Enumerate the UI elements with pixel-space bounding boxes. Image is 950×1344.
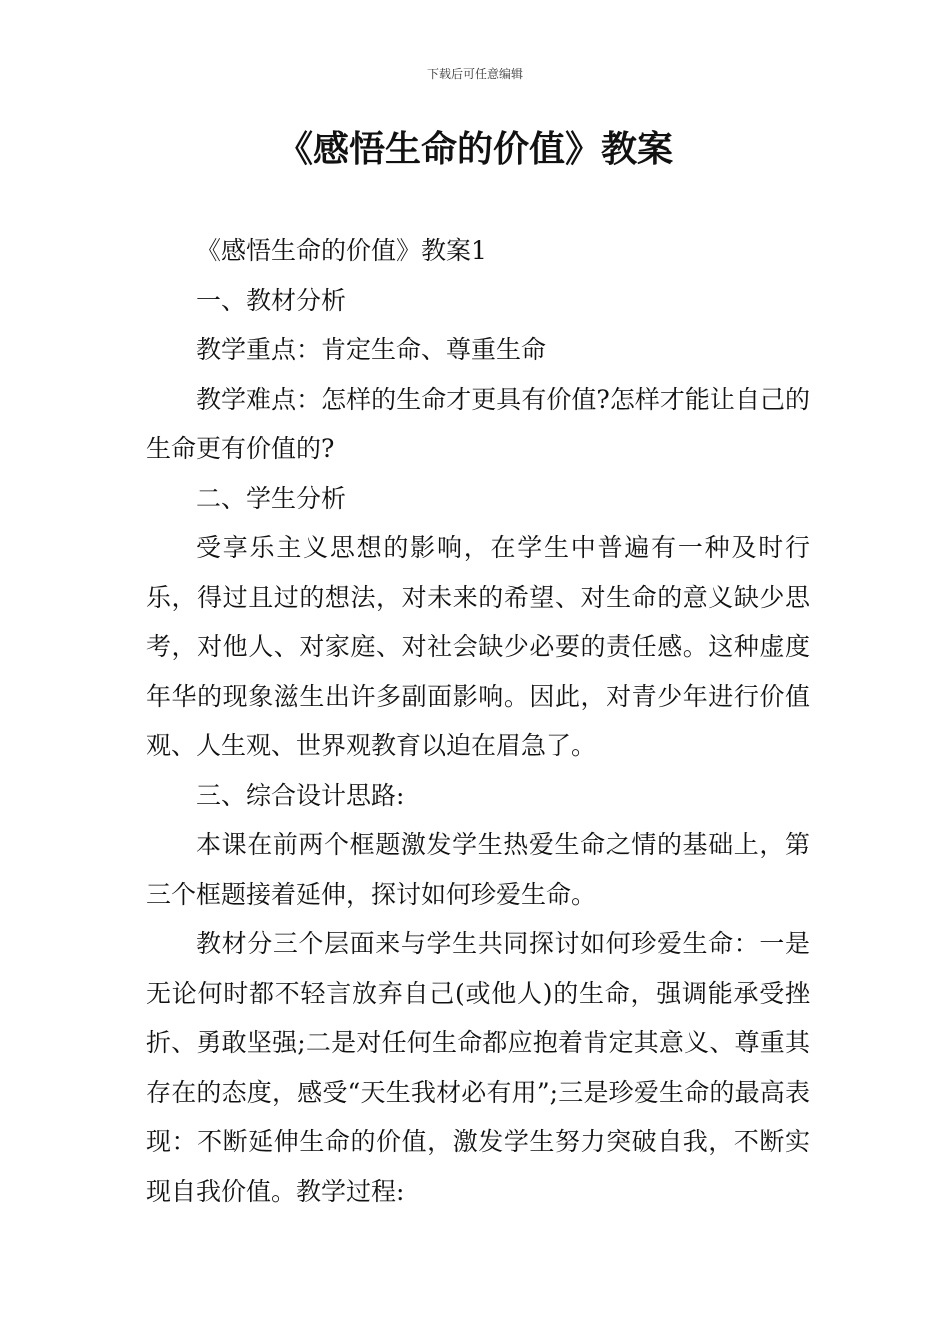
paragraph-student-analysis-body: 受享乐主义思想的影响，在学生中普遍有一种及时行乐，得过且过的想法，对未来的希望、对生命的意义缺少思考，对他人、对家庭、对社会缺少必要的责任感。这种虚度年华的现象滋生出许多副面影响。因此，对青少年进行价值观、人生观、世界观教育以迫在眉急了。 <box>146 533 810 760</box>
paragraph-section-design-ideas: 三、综合设计思路: <box>196 780 405 810</box>
header-note: 下载后可任意编辑 <box>426 67 523 81</box>
paragraph-section-textbook-analysis: 一、教材分析 <box>196 285 347 315</box>
paragraph-design-ideas-body: 本课在前两个框题激发学生热爱生命之情的基础上，第三个框题接着延伸，探讨如何珍爱生命。 <box>146 830 810 909</box>
document-body <box>146 226 810 1216</box>
paragraph-teaching-focus: 教学重点：肯定生命、尊重生命 <box>196 335 547 364</box>
paragraph-teaching-difficulty: 教学难点：怎样的生命才更具有价值?怎样才能让自己的生命更有价值的? <box>146 384 810 463</box>
document-title: 《感悟生命的价值》教案 <box>276 129 673 170</box>
paragraph-section-student-analysis: 二、学生分析 <box>196 483 347 513</box>
paragraph-lesson-heading: 《感悟生命的价值》教案1 <box>196 236 487 265</box>
paragraph-textbook-levels: 教材分三个层面来与学生共同探讨如何珍爱生命：一是无论何时都不轻言放弃自己(或他人)的生命，强调能承受挫折、勇敢坚强;二是对任何生命都应抱着肯定其意义、尊重其存在的态度，感受“天生我材必有用”;三是珍爱生命的最高表现：不断延伸生命的价值，激发学生努力突破自我，不断实现自我价值。教学过程: <box>146 929 810 1206</box>
